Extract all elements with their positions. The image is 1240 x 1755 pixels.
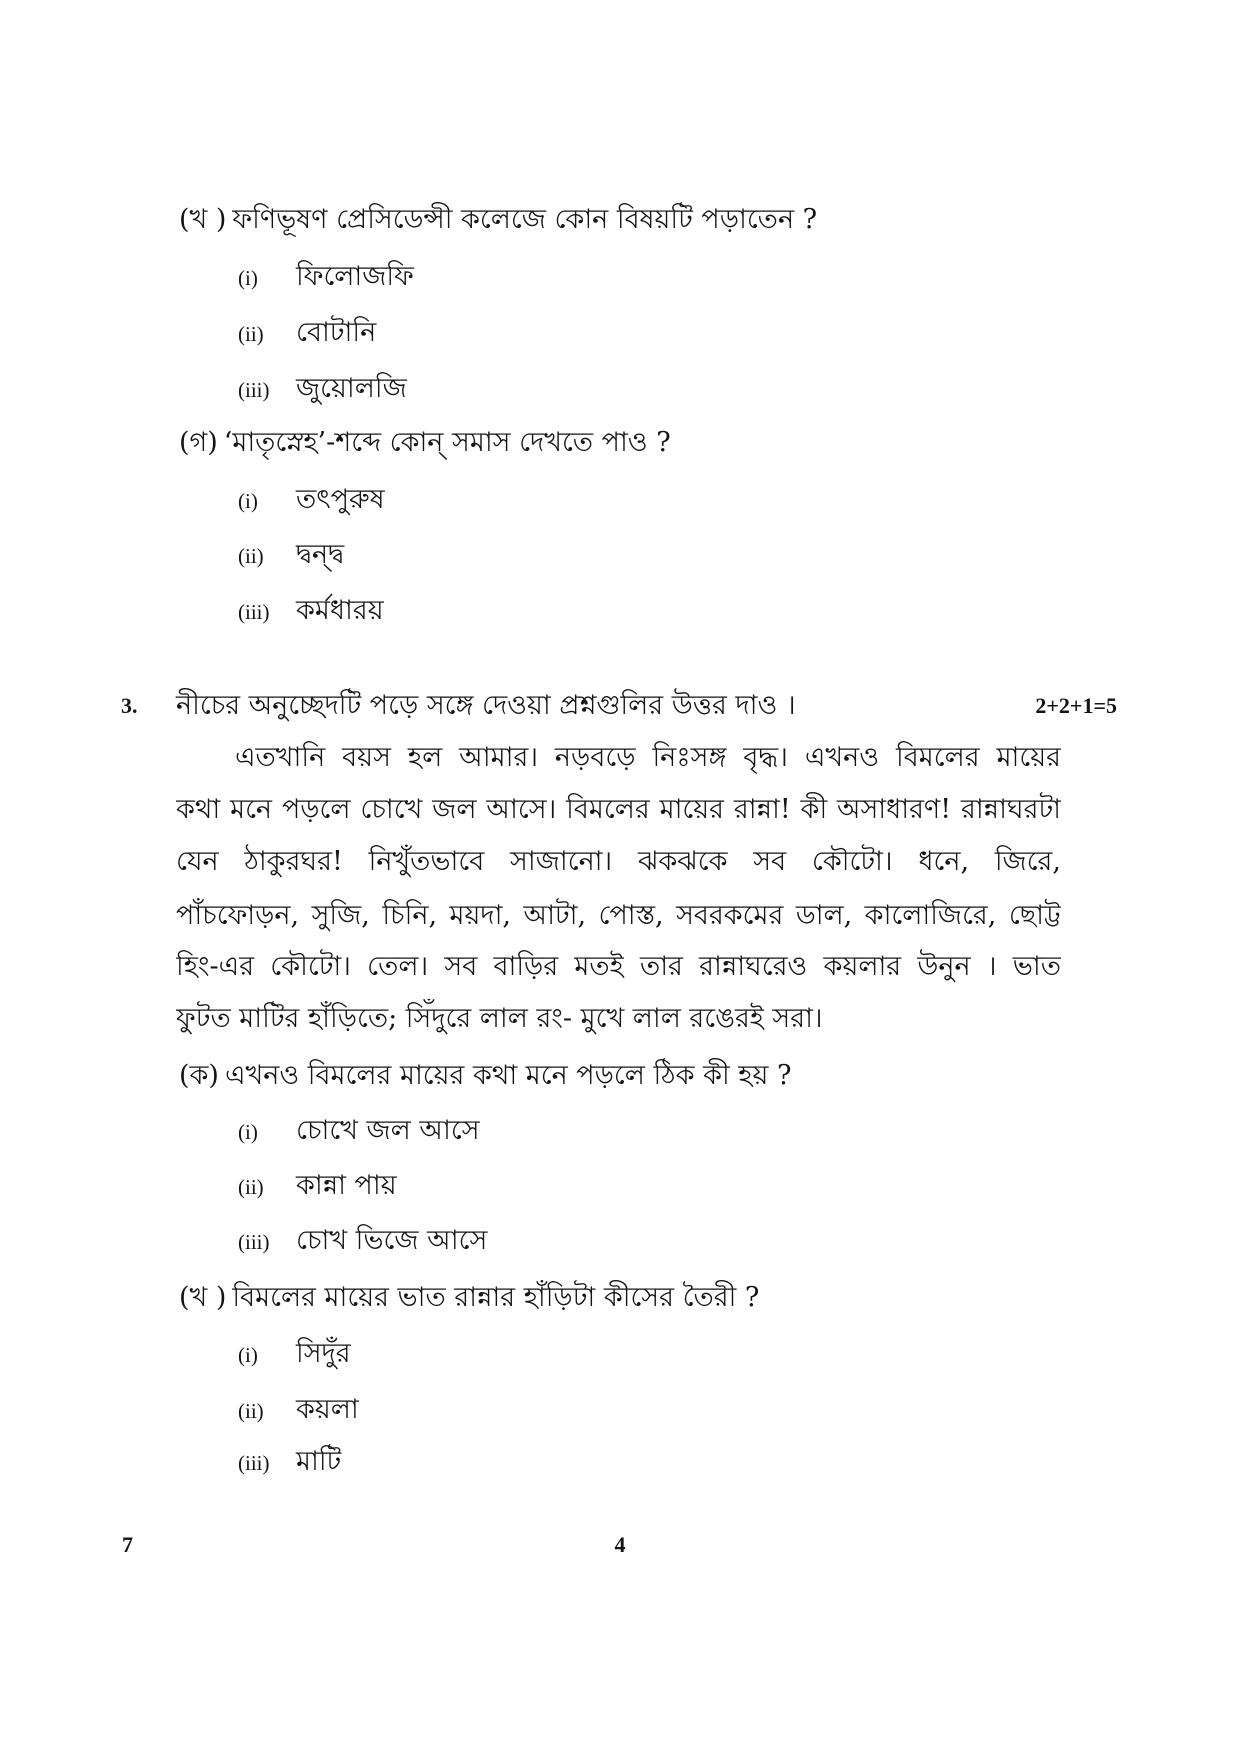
option-text: কর্মধারয় [296,595,384,626]
question-3-instruction: নীচের অনুচ্ছেদটি পড়ে সঙ্গে দেওয়া প্রশ্নগুলির উত্তর দাও । [176,690,796,721]
option-row [238,257,414,297]
passage-line: কথা মনে পড়লে চোখে জল আসে। বিমলের মায়ের রান্না! কী অসাধারণ! রান্নাঘরটা [176,794,1061,825]
option-text: দ্বন্দ্ব [296,539,345,570]
option-text: তৎপুরুষ [296,484,385,515]
question-text: ‘মাতৃস্নেহ’-শব্দে কোন্ সমাস দেখতে পাও ? [223,427,671,458]
option-text: ফিলোজফি [296,261,414,292]
option-number: (ii) [238,544,264,568]
question-3-marks: 2+2+1=5 [1035,693,1117,718]
option-number: (i) [238,1343,258,1367]
option-number: (ii) [238,1175,264,1199]
passage-line: হিং-এর কৌটো। তেল। সব বাড়ির মতই তার রান্নাঘরেও কয়লার উনুন । ভাত [176,951,1061,982]
question-3-number: 3. [121,693,138,718]
passage-line: পাঁচফোড়ন, সুজি, চিনি, ময়দা, আটা, পোস্ত, সবরকমের ডাল, কালোজিরে, ছোট্ট [176,900,1061,931]
option-text: জুয়োলজি [296,373,407,404]
option-number: (i) [238,489,258,513]
passage-line: এতখানি বয়স হল আমার। নড়বড়ে নিঃসঙ্গ বৃদ্ধ। এখনও বিমলের মায়ের [235,742,1061,773]
option-number: (iii) [238,378,270,402]
option-row [238,1111,480,1151]
question-2-ga [179,423,671,463]
option-row [238,1442,341,1482]
option-text: সিদুঁর [296,1338,351,1369]
option-row [238,369,407,409]
question-3-ka [179,1056,791,1096]
option-number: (ii) [238,1399,264,1423]
option-text: চোখে জল আসে [296,1115,480,1146]
option-number: (iii) [238,1230,270,1254]
option-number: (i) [238,1120,258,1144]
option-row [238,591,384,631]
question-label: (খ ) [179,1282,227,1313]
option-row [238,1334,351,1374]
option-number: (ii) [238,322,264,346]
option-row [238,1166,397,1206]
option-text: বোটানি [296,317,377,348]
option-row [238,1390,359,1430]
option-text: কয়লা [296,1394,359,1425]
question-3-kha [179,1278,759,1318]
question-2-kha [179,200,817,240]
question-label: (খ ) [179,204,227,235]
question-text: বিমলের মায়ের ভাত রান্নার হাঁড়িটা কীসের তৈরী ? [232,1282,760,1313]
option-row [238,535,344,575]
passage-line: যেন ঠাকুরঘর! নিখুঁতভাবে সাজানো। ঝকঝকে সব কৌটো। ধনে, জিরে, [176,846,1061,877]
question-label: (ক) [179,1060,219,1091]
option-number: (iii) [238,600,270,624]
option-row [238,313,376,353]
option-text: চোখ ভিজে আসে [296,1225,488,1256]
question-text: এখনও বিমলের মায়ের কথা মনে পড়লে ঠিক কী হয় ? [224,1060,792,1091]
page-number: 4 [614,1532,626,1557]
passage-line: ফুটত মাটির হাঁড়িতে; সিঁদুরে লাল রং- মুখে লাল রঙেরই সরা। [176,1003,823,1034]
option-text: কান্না পায় [296,1170,397,1201]
option-row [238,480,385,520]
question-text: ফণিভূষণ প্রেসিডেন্সী কলেজে কোন বিষয়টি পড়াতেন ? [232,204,818,235]
option-text: মাটি [296,1446,342,1477]
option-number: (i) [238,266,258,290]
option-number: (iii) [238,1451,270,1475]
option-row [238,1221,487,1261]
footer-code: 7 [122,1532,133,1557]
question-label: (গ) [179,427,218,458]
